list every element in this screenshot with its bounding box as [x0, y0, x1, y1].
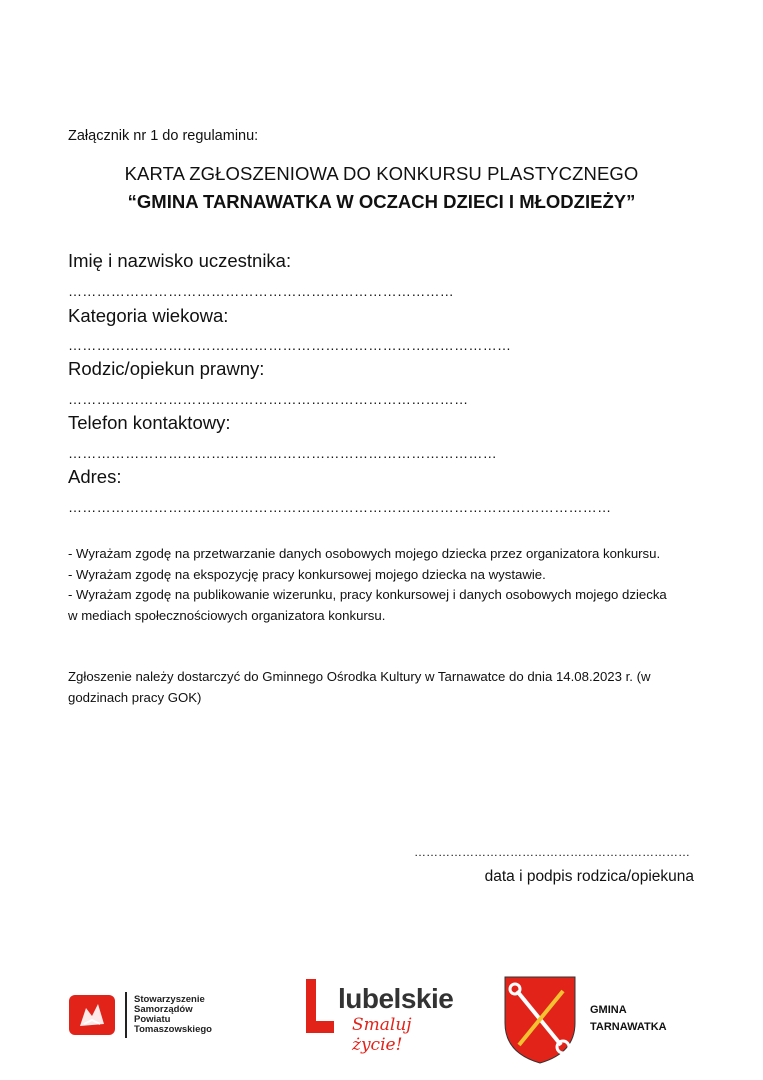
- lubelskie-wordmark: lubelskie: [338, 983, 454, 1014]
- consent-item: - Wyrażam zgodę na przetwarzanie danych osobowych mojego dziecka przez organizatora konkursu.: [68, 546, 661, 561]
- annex-label: Załącznik nr 1 do regulaminu:: [68, 128, 259, 144]
- field-line-age-category[interactable]: …………………………………………………………………………………: [68, 337, 512, 353]
- deadline-note: Zgłoszenie należy dostarczyć do Gminnego Ośrodka Kultury w Tarnawatce do dnia 14.08.2023 r. (w godzinach pracy GOK): [68, 669, 651, 705]
- gmina-logo: [503, 975, 693, 1065]
- field-label-age-category: Kategoria wiekowa:: [68, 305, 229, 326]
- field-line-participant-name[interactable]: ………………………………………………………………………: [68, 283, 455, 299]
- field-line-guardian[interactable]: …………………………………………………………………………: [68, 391, 469, 407]
- lubelskie-logo: [302, 975, 462, 1055]
- coat-of-arms-icon: [503, 975, 577, 1065]
- field-line-phone[interactable]: ………………………………………………………………………………: [68, 445, 497, 461]
- field-label-address: Adres:: [68, 466, 122, 487]
- field-label-participant-name: Imię i nazwisko uczestnika:: [68, 250, 292, 271]
- consent-item: - Wyrażam zgodę na publikowanie wizerunku, pracy konkursowej i danych osobowych mojego dziecka w mediach społecznościowych organizatora konkursu.: [68, 587, 667, 623]
- field-label-phone: Telefon kontaktowy:: [68, 412, 231, 433]
- field-label-guardian: Rodzic/opiekun prawny:: [68, 358, 265, 379]
- lubelskie-slogan: Smaluj życie!: [352, 1015, 412, 1055]
- lubelskie-l-icon: [302, 977, 336, 1037]
- consent-list: [68, 544, 678, 626]
- logo-divider: [125, 992, 127, 1038]
- signature-line[interactable]: ……………………………………………………………: [414, 845, 690, 859]
- association-logo: [68, 990, 238, 1040]
- association-name: Stowarzyszenie Samorządów Powiatu Tomaszowskiego: [134, 994, 212, 1035]
- contest-name: “GMINA TARNAWATKA W OCZACH DZIECI I MŁODZIEŻY”: [127, 191, 636, 212]
- form-title: KARTA ZGŁOSZENIOWA DO KONKURSU PLASTYCZNEGO: [124, 163, 639, 184]
- griffin-emblem-icon: [68, 994, 116, 1036]
- field-line-address[interactable]: ……………………………………………………………………………………………………: [68, 499, 612, 515]
- signature-label: data i podpis rodzica/opiekuna: [484, 868, 694, 885]
- gmina-name: GMINA TARNAWATKA: [590, 1004, 667, 1033]
- consent-item: - Wyrażam zgodę na ekspozycję pracy konkursowej mojego dziecka na wystawie.: [68, 566, 546, 582]
